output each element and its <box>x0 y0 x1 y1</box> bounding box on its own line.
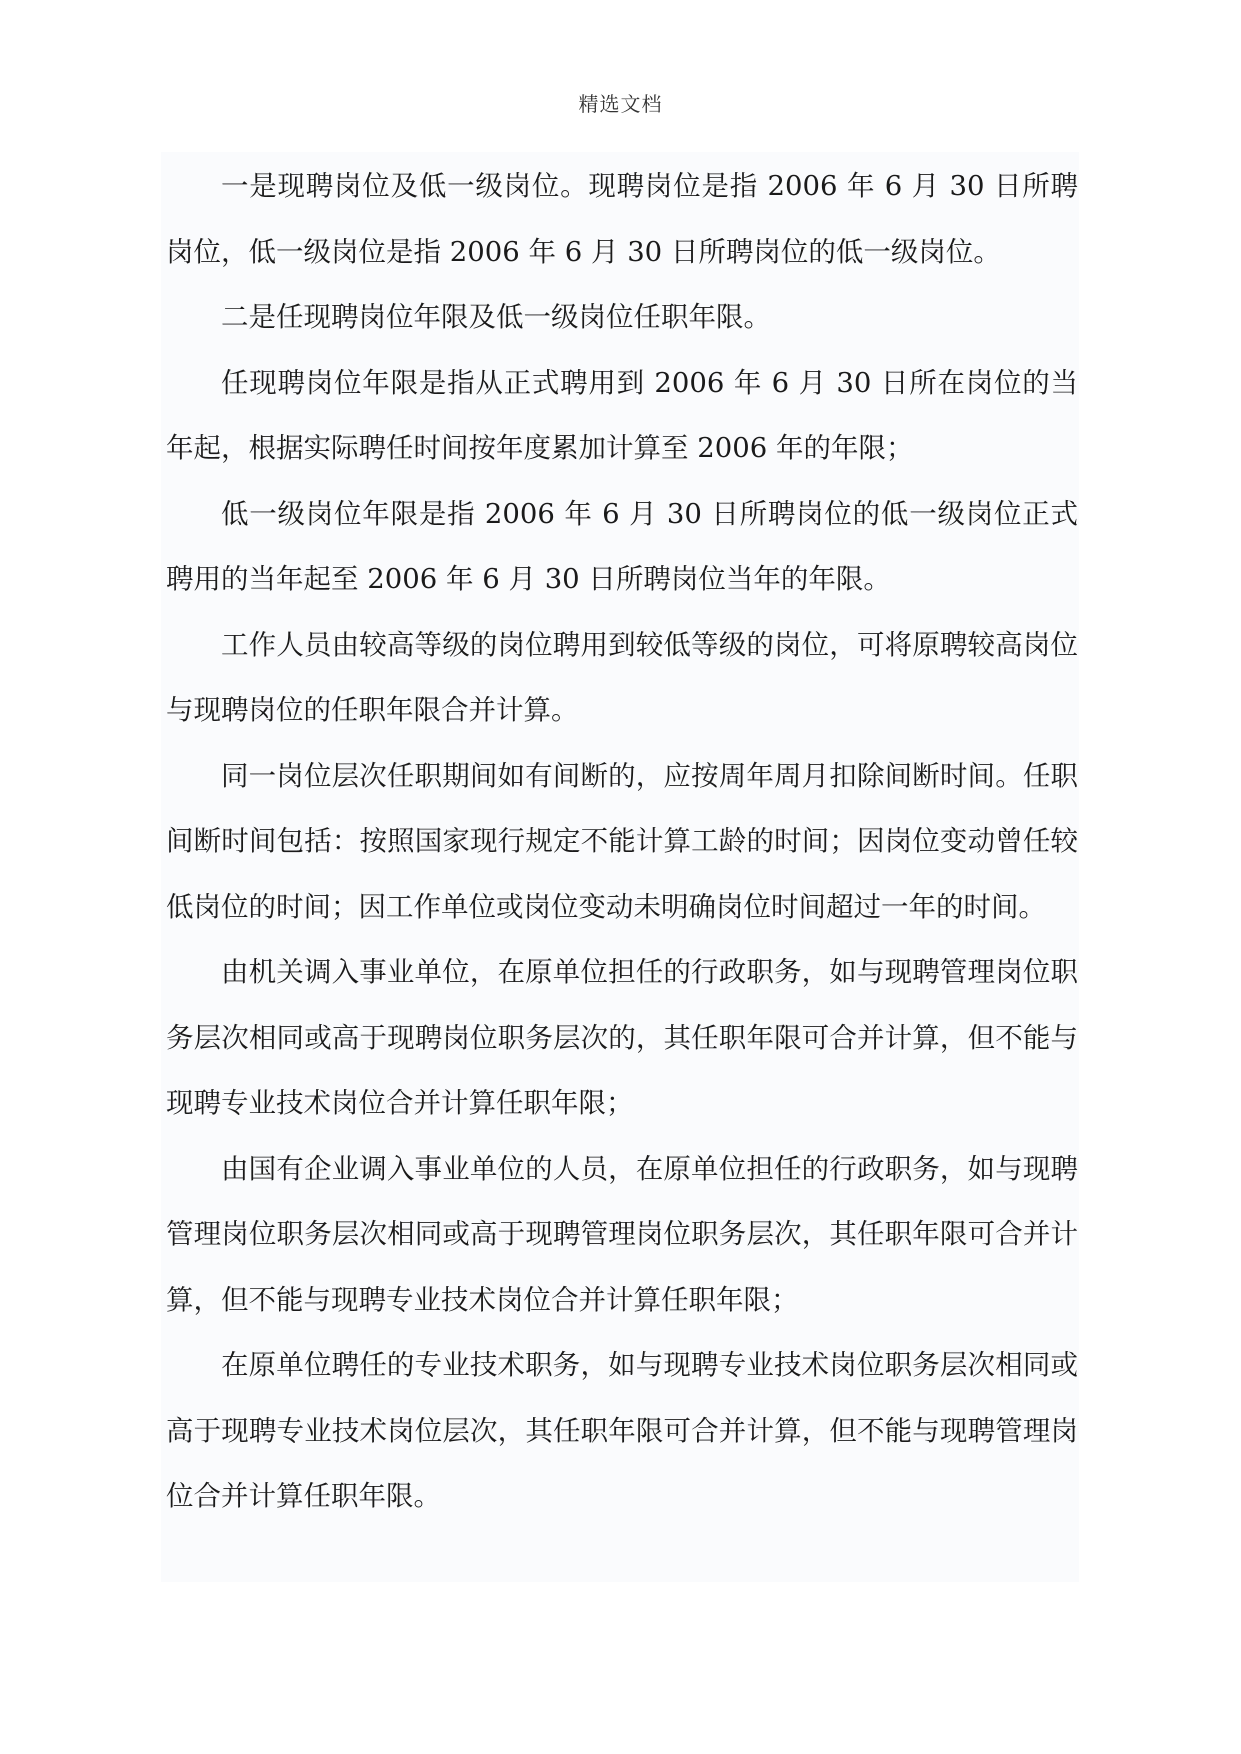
paragraph-4: 低一级岗位年限是指 2006 年 6 月 30 日所聘岗位的低一级岗位正式聘用的当年起至 2006 年 6 月 30 日所聘岗位当年的年限。 <box>166 497 1078 595</box>
paragraph-8: 由国有企业调入事业单位的人员，在原单位担任的行政职务，如与现聘管理岗位职务层次相同或高于现聘管理岗位职务层次，其任职年限可合并计算，但不能与现聘专业技术岗位合并计算任职年限； <box>166 1152 1078 1316</box>
paragraph-9: 在原单位聘任的专业技术职务，如与现聘专业技术岗位职务层次相同或高于现聘专业技术岗位层次，其任职年限可合并计算，但不能与现聘管理岗位合并计算任职年限。 <box>166 1349 1078 1512</box>
document-body <box>166 154 1078 1530</box>
page-header: 精选文档 <box>578 92 663 116</box>
paragraph-7: 由机关调入事业单位，在原单位担任的行政职务，如与现聘管理岗位职务层次相同或高于现聘岗位职务层次的，其任职年限可合并计算，但不能与现聘专业技术岗位合并计算任职年限； <box>166 956 1078 1119</box>
paragraph-1: 一是现聘岗位及低一级岗位。现聘岗位是指 2006 年 6 月 30 日所聘岗位，低一级岗位是指 2006 年 6 月 30 日所聘岗位的低一级岗位。 <box>166 170 1078 268</box>
paragraph-2: 二是任现聘岗位年限及低一级岗位任职年限。 <box>221 301 771 333</box>
paragraph-5: 工作人员由较高等级的岗位聘用到较低等级的岗位，可将原聘较高岗位与现聘岗位的任职年限合并计算。 <box>166 628 1078 726</box>
paragraph-3: 任现聘岗位年限是指从正式聘用到 2006 年 6 月 30 日所在岗位的当年起，根据实际聘任时间按年度累加计算至 2006 年的年限； <box>166 366 1078 464</box>
paragraph-6: 同一岗位层次任职期间如有间断的，应按周年周月扣除间断时间。任职间断时间包括：按照国家现行规定不能计算工龄的时间；因岗位变动曾任较低岗位的时间；因工作单位或岗位变动未明确岗位时间超过一年的时间。 <box>166 759 1078 923</box>
